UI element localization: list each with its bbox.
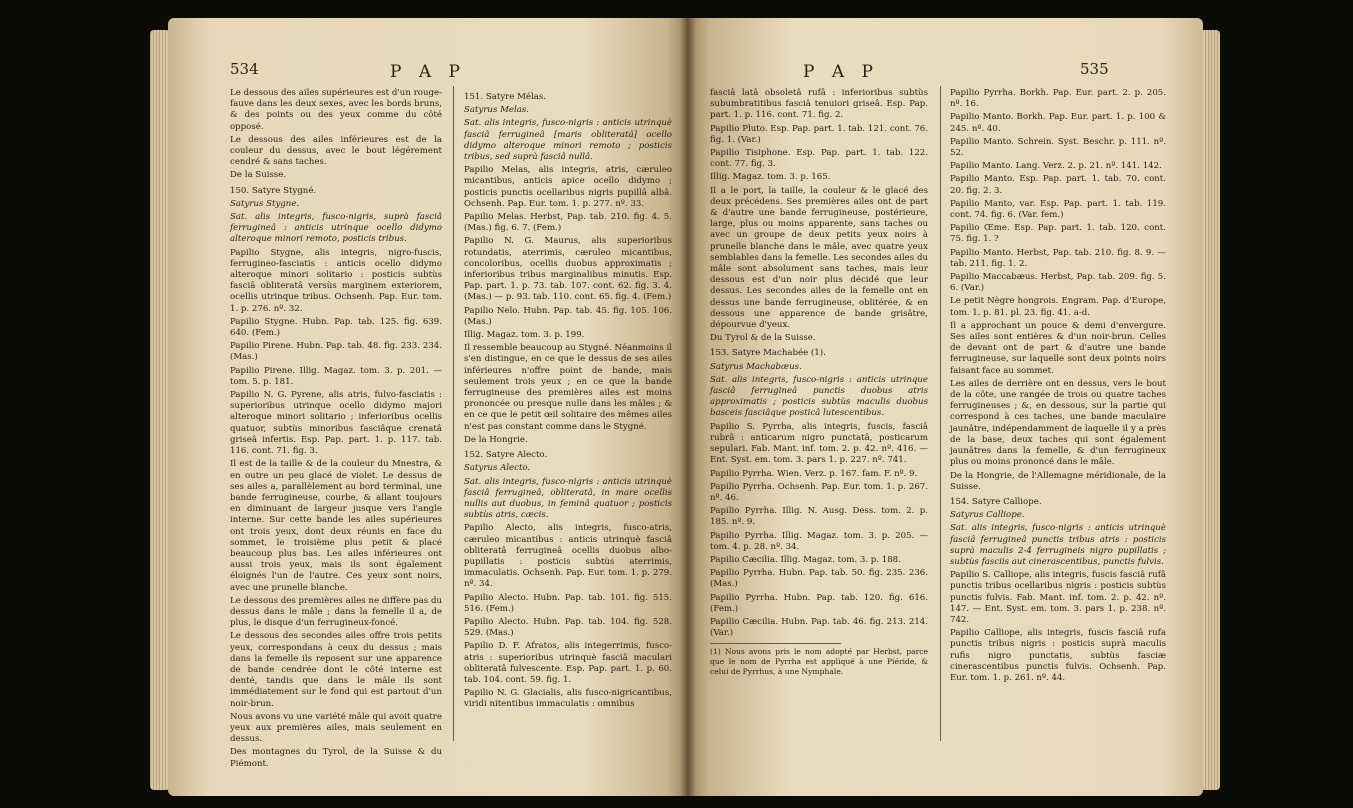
text-paragraph: 152. Satyre Alecto. xyxy=(464,450,548,461)
text-paragraph: fasciâ latâ obsoletâ rufâ : inferioribus subtùs subumbratitibus fasciâ tenuiori griseâ. Esp. Pap. part. 1. p. 116. cont. 71. fig. 2. xyxy=(710,88,928,121)
text-paragraph: Papilio S. Pyrrha, alis integris, fuscis, fasciâ rubrâ : anticarum nigro punctatâ, posticarum sepulari. Fab. Mant. inf. tom. 2. p. 42. nº. 416. — Ent. Syst. em. tom. 3. pars 1. p. 227. nº. 741. xyxy=(710,421,928,466)
text-paragraph: Des montagnes du Tyrol, de la Suisse & du Piémont. xyxy=(230,747,442,769)
text-paragraph: Le petit Nègre hongrois. Engram. Pap. d'Europe, tom. 1. p. 81. pl. 23. fig. 41. a-d. xyxy=(950,296,1166,318)
text-paragraph: Papilio Pyrrha. Ochsenh. Pap. Eur. tom. 1. p. 267. nº. 46. xyxy=(710,481,928,503)
text-paragraph: Papilio Alecto. Hubn. Pap. tab. 101. fig. 515. 516. (Fem.) xyxy=(464,592,672,614)
text-paragraph: Papilio Pyrrha. Wien. Verz. p. 167. fam. F. nº. 9. xyxy=(710,468,918,479)
text-paragraph: Papilio Pirene. Illig. Magaz. tom. 3. p. 201. — tom. 5. p. 181. xyxy=(230,365,442,387)
text-paragraph: Papilio Maccabæus. Herbst, Pap. tab. 209. fig. 5. 6. (Var.) xyxy=(950,272,1166,294)
text-paragraph: Satyrus Calliope. xyxy=(950,510,1025,521)
text-paragraph: Papilio Manto. Herbst, Pap. tab. 210. fig. 8. 9. — tab. 211. fig. 1. 2. xyxy=(950,247,1166,269)
text-paragraph: Sat. alis integris, fusco-nigris : anticis utrinquè fasciâ ferrugineâ [maris obliteratâ] ocello didymo alteroque minori remoto ; posticis tribus, sed suprà fasciâ nullâ. xyxy=(464,118,672,163)
column-divider xyxy=(453,86,454,741)
right-column-2 xyxy=(950,88,1166,686)
column-divider xyxy=(940,86,941,741)
text-paragraph: Du Tyrol & de la Suisse. xyxy=(710,333,816,344)
text-paragraph: Le dessous des secondes ailes offre trois petits yeux, correspondans à ceux du dessus ; mais dans la femelle ils reposent sur une apparence de bande cendrée dont le côté interne est denté, tandis que dans le mâle ils sont immédiatement sur le fond qui est partout d'un noir-brun. xyxy=(230,631,442,709)
text-paragraph: Papilio Pluto. Esp. Pap. part. 1. tab. 121. cont. 76. fig. 1. (Var.) xyxy=(710,123,928,145)
text-paragraph: Papilio Calliope, alis integris, fuscis fasciâ rufa punctis tribus nigris : posticis suprà maculis rufis nigro punctatis, subtùs fasciæ cinerascentibus punctis fulvis. Ochsenh. Pap. Eur. tom. 1. p. 261. nº. 44. xyxy=(950,628,1166,683)
left-column-1 xyxy=(230,88,442,772)
text-paragraph: Le dessous des ailes supérieures est d'un rouge-fauve dans les deux sexes, avec les bords bruns, & des points ou des yeux comme du côté opposé. xyxy=(230,88,442,132)
left-page xyxy=(168,18,688,796)
text-paragraph: Satyrus Alecto. xyxy=(464,463,531,474)
text-paragraph: Satyrus Melas. xyxy=(464,105,530,116)
text-paragraph: Sat. alis integris, fusco-nigris, suprà fasciâ ferrugineâ : anticis utrinque ocello didymo alteroque minori remoto, posticis tribus. xyxy=(230,212,442,245)
book-gutter xyxy=(680,18,696,796)
text-paragraph: Sat. alis integris, fusco-nigris : anticis utrinquè fasciâ ferrugineâ punctis tribus atris : posticis suprà maculis 2-4 ferrugineis nigro pupillatis ; subtùs fasciis aut cinerascentibus, punctis fulvis. xyxy=(950,523,1166,567)
right-page-number: 535 xyxy=(1080,60,1109,78)
text-paragraph: Le dessous des ailes inférieures est de la couleur du dessus, avec le bout légérement cendré & sans taches. xyxy=(230,134,442,168)
text-paragraph: Papilio Pirene. Hubn. Pap. tab. 48. fig. 233. 234. (Mas.) xyxy=(230,341,442,363)
text-paragraph: Papilio Stygne. Hubn. Pap. tab. 125. fig. 639. 640. (Fem.) xyxy=(230,316,442,339)
text-paragraph: Papilio Tisiphone. Esp. Pap. part. 1. tab. 122. cont. 77. fig. 3. xyxy=(710,148,928,170)
text-paragraph: Papilio N. G. Glacialis, alis fusco-nigricantibus, viridi nitentibus immaculatis : omnibus xyxy=(464,688,672,710)
text-paragraph: Les ailes de derrière ont en dessus, vers le bout de la côte, une rangée de trois ou quatre taches ferrugineuses ; &, en dessous, sur la partie qui correspond à ces taches, une bande maculaire jaunâtre, indépendamment de laquelle il y a près de la base, deux taches qui sont également jaunâtres dans la femelle, & d'un ferrugineux plus ou moins prononcé dans le mâle. xyxy=(950,378,1166,468)
text-paragraph: Papilio Melas, alis integris, atris, cæruleo micantibus, anticis apice ocello didymo ; posticis punctis ocellaribus nigris pupillâ albâ. Ochsenh. Pap. Eur. tom. 1. p. 277. nº. 33. xyxy=(464,165,672,209)
text-paragraph: 151. Satyre Mélas. xyxy=(464,92,547,102)
footnote-rule xyxy=(710,643,841,644)
text-paragraph: Papilio Manto. Borkh. Pap. Eur. part. 1. p. 100 & 245. nº. 40. xyxy=(950,112,1166,134)
left-page-number: 534 xyxy=(230,60,259,78)
text-paragraph: Papilio S. Calliope, alis integris, fuscis fasciâ rufâ punctis tribus ocellaribus nigris : posticis subtùs punctis fulvis. Fab. Mant. inf. tom. 2. p. 42. nº. 147. — Ent. Syst. em. tom. 3. pars 1. p. 238. nº. 742. xyxy=(950,570,1166,625)
text-paragraph: Papilio Alecto. Hubn. Pap. tab. 104. fig. 528. 529. (Mas.) xyxy=(464,616,672,639)
text-paragraph: 154. Satyre Calliope. xyxy=(950,496,1042,507)
text-paragraph: Papilio Pyrrha. Illig. N. Ausg. Dess. tom. 2. p. 185. nº. 9. xyxy=(710,506,928,528)
text-paragraph: Papilio Alecto, alis integris, fusco-atris, cæruleo micantibus : anticis utrinquè fasciâ obliteratâ ferrugineâ ocellis duobus albo-pupillatis : posticis subtùs aterrimis, immaculatis. Ochsenh. Pap. Eur. tom. 1. p. 279. nº. 34. xyxy=(464,523,672,590)
text-paragraph: 153. Satyre Machabée (1). xyxy=(710,348,826,359)
right-column-1 xyxy=(710,88,928,679)
text-paragraph: Papilio Pyrrha. Hubn. Pap. tab. 50. fig. 235. 236. (Mas.) xyxy=(710,568,928,590)
text-paragraph: Il ressemble beaucoup au Stygné. Néanmoins il s'en distingue, en ce que le dessus de ses ailes inférieures n'offre point de bande, mais seulement trois yeux ; en ce que la bande ferrugineuse des premières ailes est moins prononcée ou presque nulle dans les mâles ; & en ce que le petit œil solitaire des mêmes ailes n'est pas constant comme dans le Stygné. xyxy=(464,343,672,432)
open-book xyxy=(168,18,1203,796)
left-page-header: P A P xyxy=(390,62,466,82)
text-paragraph: 150. Satyre Stygné. xyxy=(230,185,317,196)
text-paragraph: Papilio Pyrrha. Illig. Magaz. tom. 3. p. 205. — tom. 4. p. 28. nº. 34. xyxy=(710,530,928,552)
text-paragraph: Papilio Melas. Herbst, Pap. tab. 210. fig. 4. 5. (Mas.) fig. 6. 7. (Fem.) xyxy=(464,212,672,234)
text-paragraph: De la Hongrie, de l'Allemagne méridionale, de la Suisse. xyxy=(950,470,1166,492)
text-paragraph: De la Suisse. xyxy=(230,170,287,181)
text-paragraph: Illig. Magaz. tom. 3. p. 199. xyxy=(464,330,585,341)
text-paragraph: Papilio Cæcilia. Illig. Magaz. tom. 3. p. 188. xyxy=(710,554,901,565)
left-column-2 xyxy=(464,88,672,713)
text-paragraph: Papilio Nelo. Hubn. Pap. tab. 45. fig. 105. 106. (Mas.) xyxy=(464,305,672,327)
text-paragraph: Sat. alis integris, fusco-nigris : anticis utrinque fasciâ ferrugineâ punctis duobus atris approximatis ; posticis subtùs maculis duobus basceis fasciâque posticâ lutescentibus. xyxy=(710,374,928,419)
text-paragraph: Satyrus Machabæus. xyxy=(710,361,802,372)
text-paragraph: Nous avons vu une variété mâle qui avoit quatre yeux aux premières ailes, mais seulement en dessus. xyxy=(230,711,442,745)
book-left-edge xyxy=(150,30,170,790)
text-paragraph: Papilio Pyrrha. Hubn. Pap. tab. 120. fig. 616. (Fem.) xyxy=(710,592,928,614)
right-page xyxy=(688,18,1203,796)
text-paragraph: Il est de la taille & de la couleur du Mnestra, & en outre un peu glacé de violet. Le dessus de ses ailes a, parallèlement au bord terminal, une bande ferrugineuse, courbe, & allant toujours en diminuant de largeur jusque vers l'angle interne. Sur cette bande les ailes supérieures ont trois yeux, dont deux réunis en face du sommet, le troisième plus petit & placé beaucoup plus bas. Les ailes inférieures ont aussi trois yeux, mais ils sont également éloignés l'un de l'autre. Ces yeux sont noirs, avec une prunelle blanche. xyxy=(230,459,442,593)
book-right-edge xyxy=(1200,30,1220,790)
text-paragraph: Papilio Manto. Esp. Pap. part. 1. tab. 70. cont. 20. fig. 2. 3. xyxy=(950,174,1166,196)
text-paragraph: Il a approchant un pouce & demi d'envergure. Ses ailes sont entières & d'un noir-brun. Celles de devant ont de part & d'autre une bande ferrugineuse, sur laquelle sont deux points noirs faisant face au sommet. xyxy=(950,320,1166,376)
text-paragraph: Papilio Pyrrha. Borkh. Pap. Eur. part. 2. p. 205. nº. 16. xyxy=(950,88,1166,110)
text-paragraph: Illig. Magaz. tom. 3. p. 165. xyxy=(710,172,831,183)
text-paragraph: Papilio N. G. Maurus, alis superioribus rotundatis, aterrimis, cæruleo micantibus, concoloribus, ocellis duobus approximatis ; inferioribus tribus marginalibus minutis. Esp. Pap. part. 1. p. 73. tab. 107. cont. 62. fig. 3. 4. (Mas.) — p. 93. tab. 110. cont. 65. fig. 4. (Fem.) xyxy=(464,236,672,303)
right-page-header: P A P xyxy=(803,62,879,82)
text-paragraph: Il a le port, la taille, la couleur & le glacé des deux précédens. Ses premières ailes ont de part & d'autre une bande ferrugineuse, postérieure, large, plus ou moins apparente, sans taches ou avec un groupe de deux petits yeux noirs à prunelle blanche dans le mâle, avec quatre yeux semblables dans la femelle. Les secondes ailes du mâle sont absolument sans taches, mais leur dessous est d'un noir plus décidé que leur dessus. Les secondes ailes de la femelle ont en dessus une bande ferrugineuse, oblitérée, & en dessous une apparence de bande grisâtre, dépourvue d'yeux. xyxy=(710,185,928,331)
text-paragraph: Papilio N. G. Pyrene, alis atris, fulvo-fasciatis : superioribus utrinque ocello didymo majori alteroque minori solitario ; inferioribus ocellis quatuor, subtùs minoribus fasciâque crenatâ griseâ infertis. Esp. Pap. part. 1. p. 117. tab. 116. cont. 71. fig. 3. xyxy=(230,390,442,457)
text-paragraph: (1) Nous avons pris le nom adopté par Herbst, parce que le nom de Pyrrha est appliqué à une Piéride, & celui de Pyrrhus, à une Nymphale. xyxy=(710,647,928,677)
text-paragraph: De la Hongrie. xyxy=(464,434,528,445)
text-paragraph: Papilio Cæcilia. Hubn. Pap. tab. 46. fig. 213. 214. (Var.) xyxy=(710,616,928,639)
text-paragraph: Le dessous des premières ailes ne diffère pas du dessus dans le mâle ; dans la femelle il a, de plus, le disque d'un ferrugineux-foncé. xyxy=(230,595,442,629)
text-paragraph: Sat. alis integris, fusco-nigris : anticis utrinquè fasciâ ferrugineâ, obliteratâ, in mare ocellis nullis aut duobus, in feminâ quatuor ; posticis subtùs atris, cæcis. xyxy=(464,476,672,521)
text-paragraph: Papilio Œme. Esp. Pap. part. 1. tab. 120. cont. 75. fig. 1. ? xyxy=(950,223,1166,245)
text-paragraph: Papilio D. F. Afratos, alis integerrimis, fusco-atris : superioribus utrinquè fasciâ maculari obliteratâ fulvescente. Esp. Pap. part. 1. p. 60. tab. 104. cont. 59. fig. 1. xyxy=(464,641,672,685)
text-paragraph: Papilio Manto. Lang. Verz. 2. p. 21. nº. 141. 142. xyxy=(950,161,1162,172)
text-paragraph: Satyrus Stygne. xyxy=(230,198,300,209)
text-paragraph: Papilio Stygne, alis integris, nigro-fuscis, ferrugineo-fasciatis : anticis ocello didymo alteroque minori solitario : posticis subtùs fasciâ obliteratâ versùs marginem exteriorem, ocellis utrinque tribus. Ochsenh. Pap. Eur. tom. 1. p. 276. nº. 32. xyxy=(230,247,442,314)
text-paragraph: Papilio Manto, var. Esp. Pap. part. 1. tab. 119. cont. 74. fig. 6. (Var. fem.) xyxy=(950,198,1166,221)
text-paragraph: Papilio Manto. Schrein. Syst. Beschr. p. 111. nº. 52. xyxy=(950,136,1166,159)
